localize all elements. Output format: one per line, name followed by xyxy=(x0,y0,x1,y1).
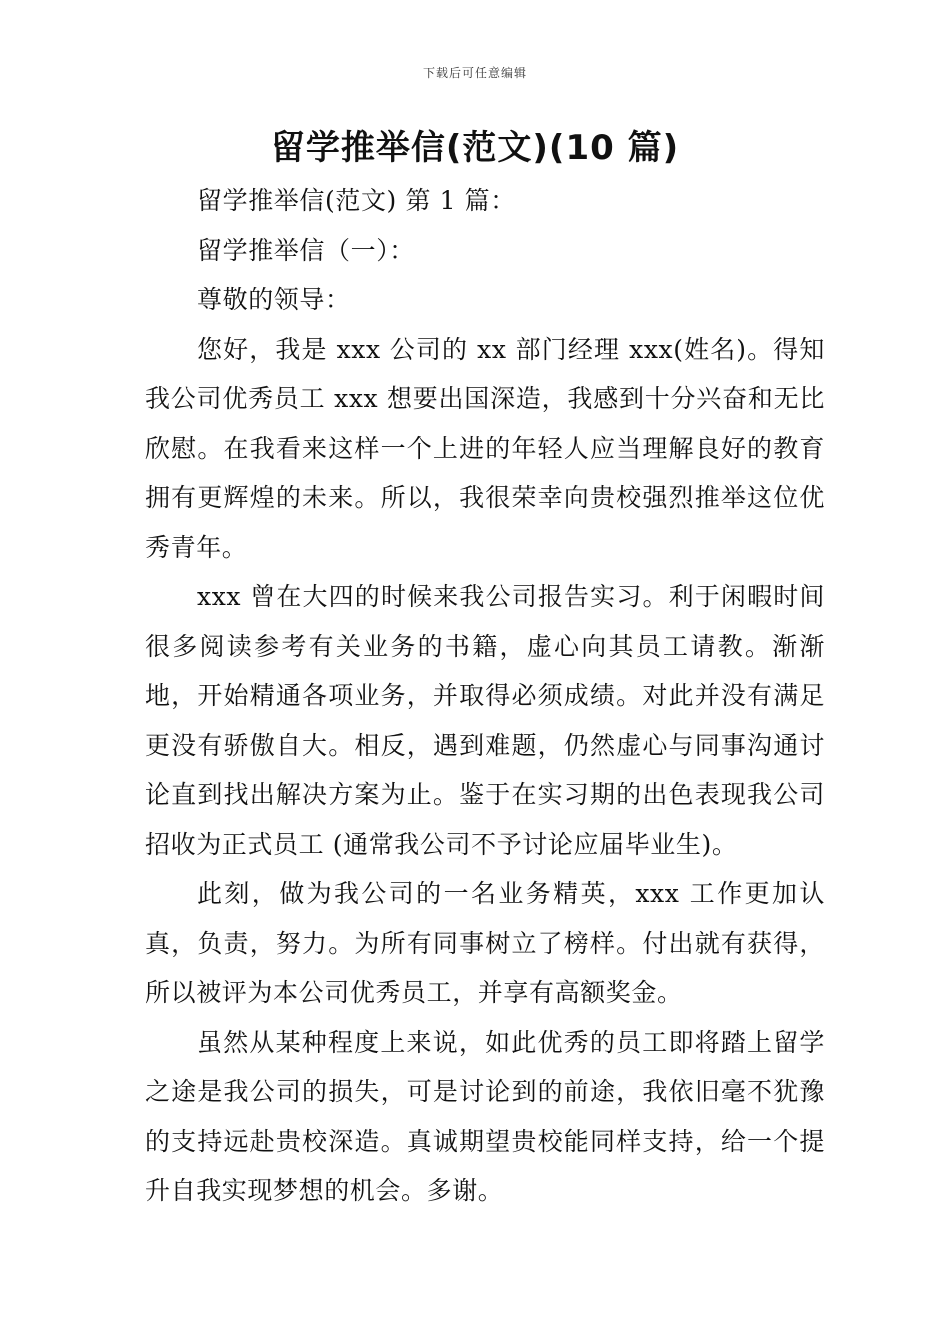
salutation: 尊敬的领导： xyxy=(197,285,351,314)
document-title: 留学推举信(范文)(10 篇) xyxy=(270,128,680,168)
paragraph-closing: 虽然从某种程度上来说，如此优秀的员工即将踏上留学之途是我公司的损失，可是讨论到的前途，我依旧毫不犹豫的支持远赴贵校深造。真诚期望贵校能同样支持，给一个提升自我实现梦想的机会。多谢。 xyxy=(145,1027,825,1205)
header-note: 下载后可任意编辑 xyxy=(422,66,527,80)
letter-heading: 留学推举信（一）： xyxy=(197,235,415,265)
section-heading: 留学推举信(范文) 第 1 篇： xyxy=(197,186,516,215)
paragraph-greeting: 您好，我是 xxx 公司的 xx 部门经理 xxx(姓名)。得知我公司优秀员工 xxx 想要出国深造，我感到十分兴奋和无比欣慰。在我看来这样一个上进的年轻人应当理解良好的教育拥有更辉煌的未来。所以，我很荣幸向贵校强烈推举这位优秀青年。 xyxy=(145,334,825,562)
paragraph-internship: xxx 曾在大四的时候来我公司报告实习。利于闲暇时间很多阅读参考有关业务的书籍，虚心向其员工请教。渐渐地，开始精通各项业务，并取得必须成绩。对此并没有满足更没有骄傲自大。相反，遇到难题，仍然虚心与同事沟通讨论直到找出解决方案为止。鉴于在实习期的出色表现我公司招收为正式员工 (通常我公司不予讨论应届毕业生)。 xyxy=(145,582,825,859)
paragraph-current-role: 此刻，做为我公司的一名业务精英，xxx 工作更加认真，负责，努力。为所有同事树立了榜样。付出就有获得，所以被评为本公司优秀员工，并享有高额奖金。 xyxy=(145,879,825,1007)
document-body xyxy=(145,176,825,1216)
